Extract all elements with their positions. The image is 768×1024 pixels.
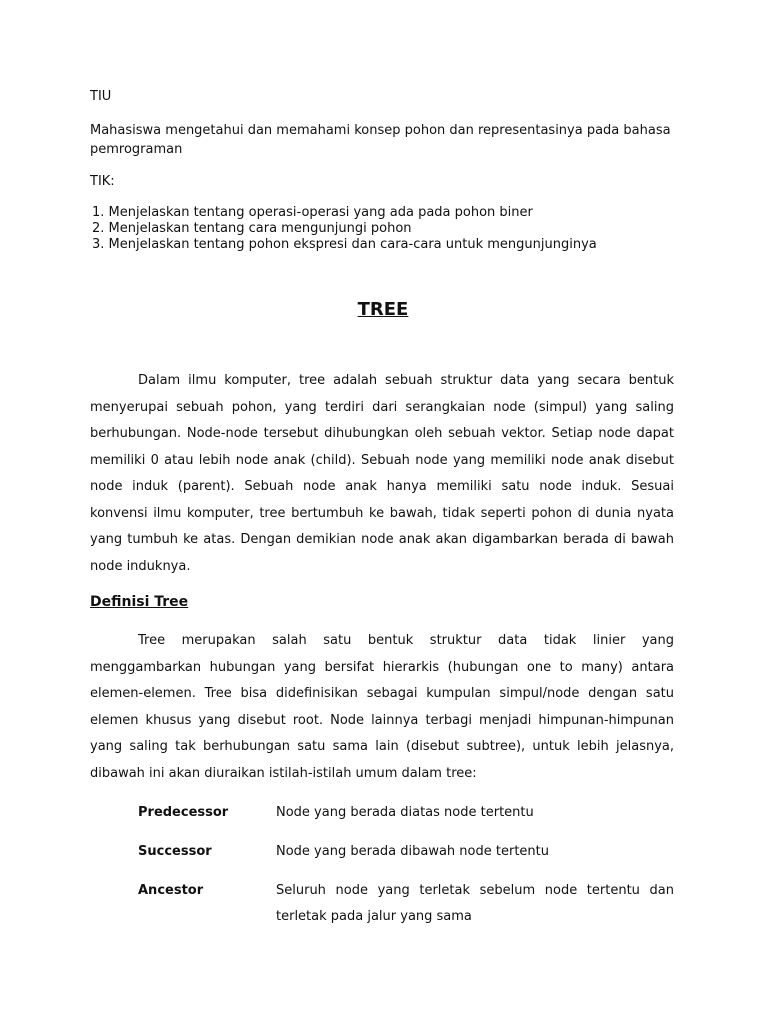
- term-row: [138, 839, 674, 865]
- tiu-heading: TIU: [90, 89, 112, 104]
- term-name: Predecessor: [138, 805, 229, 820]
- document-page: [90, 0, 676, 1024]
- section-heading-definisi: Definisi Tree: [90, 594, 189, 610]
- term-definition: Node yang berada dibawah node tertentu: [276, 844, 549, 859]
- list-item: 1. Menjelaskan tentang operasi-operasi yang ada pada pohon biner: [92, 205, 533, 220]
- term-name: Ancestor: [138, 883, 204, 898]
- page-title: TREE: [357, 299, 409, 320]
- list-item: 3. Menjelaskan tentang pohon ekspresi dan cara-cara untuk mengunjunginya: [92, 237, 597, 252]
- definition-paragraph: Tree merupakan salah satu bentuk struktur data tidak linier yang menggambarkan hubungan yang bersifat hierarkis (hubungan one to many) antara elemen-elemen. Tree bisa didefinisikan sebagai kumpulan simpul/node dengan satu elemen khusus yang disebut root. Node lainnya terbagi menjadi himpunan-himpunan yang saling tak berhubungan satu sama lain (disebut subtree), untuk lebih jelasnya, dibawah ini akan diuraikan istilah-istilah umum dalam tree:: [90, 633, 674, 781]
- intro-paragraph: Dalam ilmu komputer, tree adalah sebuah struktur data yang secara bentuk menyerupai sebuah pohon, yang terdiri dari serangkaian node (simpul) yang saling berhubungan. Node-node tersebut dihubungkan oleh sebuah vektor. Setiap node dapat memiliki 0 atau lebih node anak (child). Sebuah node yang memiliki node anak disebut node induk (parent). Sebuah node anak hanya memiliki satu node induk. Sesuai konvensi ilmu komputer, tree bertumbuh ke bawah, tidak seperti pohon di dunia nyata yang tumbuh ke atas. Dengan demikian node anak akan digambarkan berada di bawah node induknya.: [90, 373, 674, 574]
- terms-list: [138, 800, 674, 930]
- term-definition: Node yang berada diatas node tertentu: [276, 805, 534, 820]
- tiu-text: Mahasiswa mengetahui dan memahami konsep pohon dan representasinya pada bahasa pemrograman: [90, 123, 671, 157]
- term-definition: Seluruh node yang terletak sebelum node tertentu dan terletak pada jalur yang sama: [276, 883, 674, 924]
- term-row: [138, 800, 674, 826]
- tik-heading: TIK:: [90, 174, 115, 189]
- list-item: 2. Menjelaskan tentang cara mengunjungi pohon: [92, 221, 412, 236]
- tik-list: [92, 205, 597, 253]
- term-row: [138, 878, 674, 930]
- term-name: Successor: [138, 844, 212, 859]
